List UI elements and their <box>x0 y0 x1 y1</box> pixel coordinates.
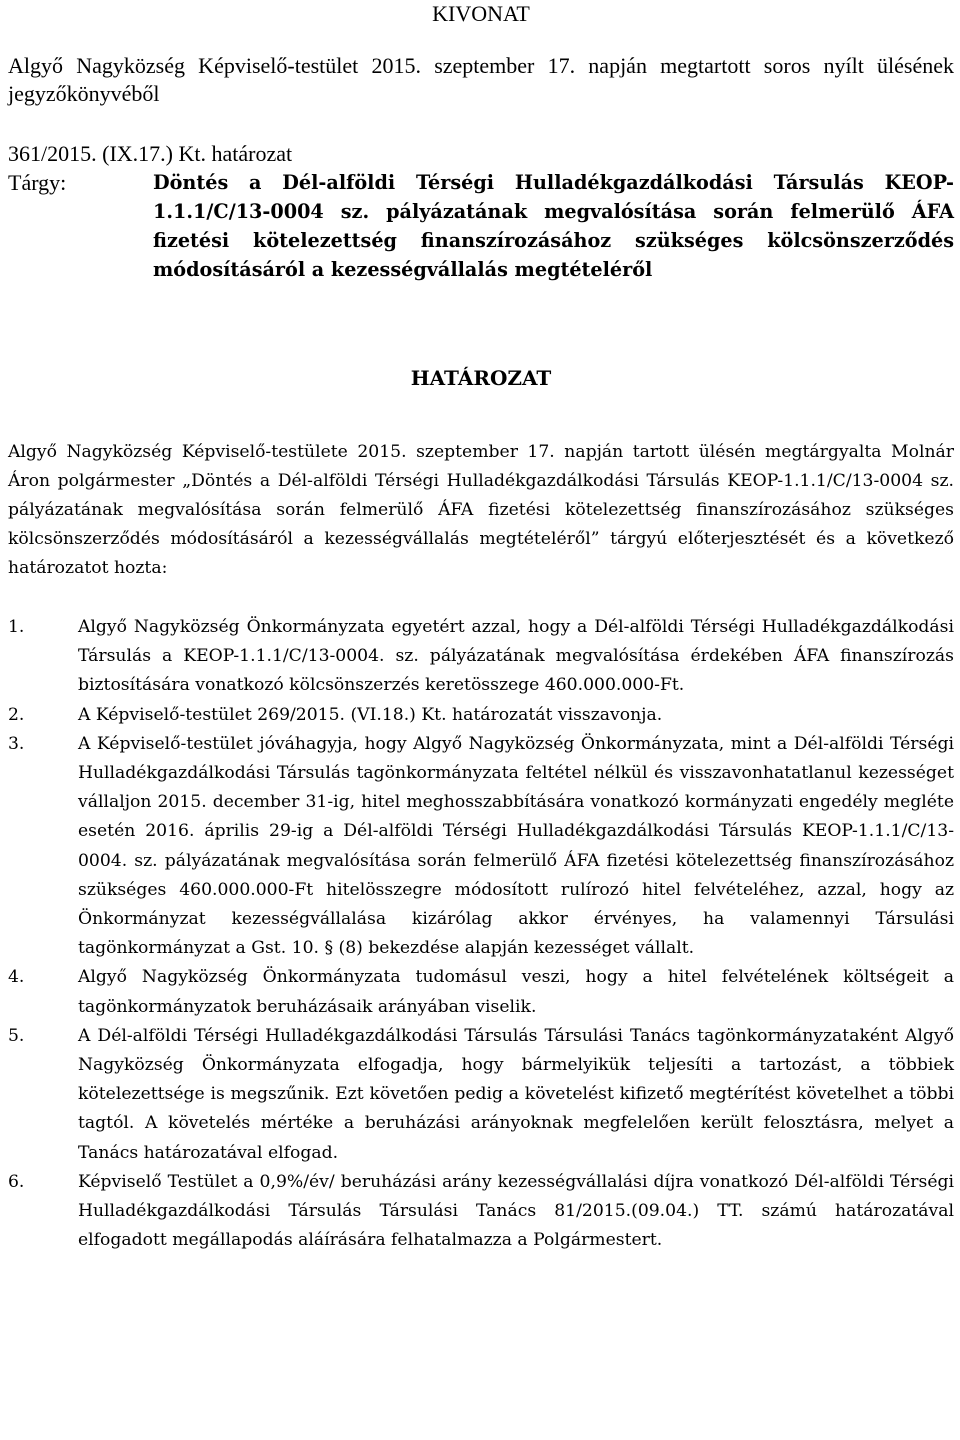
list-item-text: A Képviselő-testület 269/2015. (VI.18.) Kt. határozatát visszavonja. <box>78 704 663 725</box>
list-item-number: 3. <box>8 733 25 754</box>
list-item-text: Algyő Nagyközség Önkormányzata tudomásul veszi, hogy a hitel felvételének költségeit a tagönkormányzatok beruházásaik arányában viselik. <box>78 967 954 1017</box>
decision-number: 361/2015. (IX.17.) Kt. határozat <box>8 141 293 166</box>
resolution-title: HATÁROZAT <box>410 366 552 390</box>
list-item-text: Algyő Nagyközség Önkormányzata egyetért azzal, hogy a Dél-alföldi Térségi Hulladékgazdálkodási Társulás a KEOP-1.1.1/C/13-0004. sz. pályázatának megvalósítása érdekében ÁFA finanszírozás biztosítására vonatkozó kölcsönszerzés keretösszege 460.000.000-Ft. <box>78 617 954 696</box>
list-item-number: 4. <box>8 967 25 988</box>
document-page <box>8 0 954 1255</box>
list-item <box>8 613 954 701</box>
resolution-items <box>8 613 954 1255</box>
list-item-text: Képviselő Testület a 0,9%/év/ beruházási arány kezességvállalási díjra vonatkozó Dél-alföldi Térségi Hulladékgazdálkodási Társulás Társulási Tanács 81/2015.(09.04.) TT. számú határozatával elfogadott megállapodás aláírására felhatalmazza a Polgármestert. <box>78 1171 954 1251</box>
subject-text: Döntés a Dél-alföldi Térségi Hulladékgazdálkodási Társulás KEOP-1.1.1/C/13-0004 sz. pályázatának megvalósítása során felmerülő ÁFA fizetési kötelezettség finanszírozásához szükséges kölcsönszerződés módosításáról a kezességvállalás megtételéről <box>153 171 954 281</box>
resolution-preamble: Algyő Nagyközség Képviselő-testülete 2015. szeptember 17. napján tartott ülésén megtárgyalta Molnár Áron polgármester „Döntés a Dél-alföldi Térségi Hulladékgazdálkodási Társulás KEOP-1.1.1/C/13-0004 sz. pályázatának megvalósítása során felmerülő ÁFA fizetési kötelezettség finanszírozásához szükséges kölcsönszerződés módosításáról a kezességvállalás megtételéről” tárgyú előterjesztését és a következő határozatot hozta: <box>8 442 954 578</box>
list-item-number: 1. <box>8 617 25 637</box>
minutes-intro: Algyő Nagyközség Képviselő-testület 2015. szeptember 17. napján megtartott soros nyílt ülésének jegyzőkönyvéből <box>8 53 954 106</box>
list-item-number: 6. <box>8 1171 25 1192</box>
list-item-number: 2. <box>8 704 25 725</box>
list-item <box>8 1022 954 1168</box>
list-item <box>8 1168 954 1256</box>
list-item-text: A Dél-alföldi Térségi Hulladékgazdálkodási Társulás Társulási Tanács tagönkormányzataként Algyő Nagyközség Önkormányzata elfogadja, hogy bármelyikük teljesíti a tartozást, a többiek kötelezettsége is megszűnik. Ezt követően pedig a követelést kifizető megtérítést követelhet a többi tagtól. A követelés mértéke a beruházási arányoknak megfelelően került felosztásra, melyet a Tanács határozatával elfogad. <box>78 1025 954 1163</box>
list-item-text: A Képviselő-testület jóváhagyja, hogy Algyő Nagyközség Önkormányzata, mint a Dél-alföldi Térségi Hulladékgazdálkodási Társulás tagönkormányzata feltétel nélkül és visszavonhatatlanul kezességet vállaljon 2015. december 31-ig, hitel meghosszabbítására vonatkozó kormányzati engedély megléte esetén 2016. április 29-ig a Dél-alföldi Térségi Hulladékgazdálkodási Társulás KEOP-1.1.1/C/13-0004. sz. pályázatának megvalósítása során felmerülő ÁFA fizetési kötelezettség finanszírozásához szükséges 460.000.000-Ft hitelösszegre módosított rulírozó hitel felvételéhez, azzal, hogy az Önkormányzat kezességvállalása kizárólag akkor érvényes, ha valamennyi Társulási tagönkormányzat a Gst. 10. § (8) bekezdése alapján kezességet vállalt. <box>78 733 954 959</box>
document-header-title: KIVONAT <box>432 1 530 26</box>
list-item <box>8 730 954 964</box>
subject-block <box>8 168 954 284</box>
list-item <box>8 963 954 1021</box>
list-item-number: 5. <box>8 1025 25 1046</box>
list-item <box>8 701 954 730</box>
subject-label: Tárgy: <box>8 170 67 195</box>
